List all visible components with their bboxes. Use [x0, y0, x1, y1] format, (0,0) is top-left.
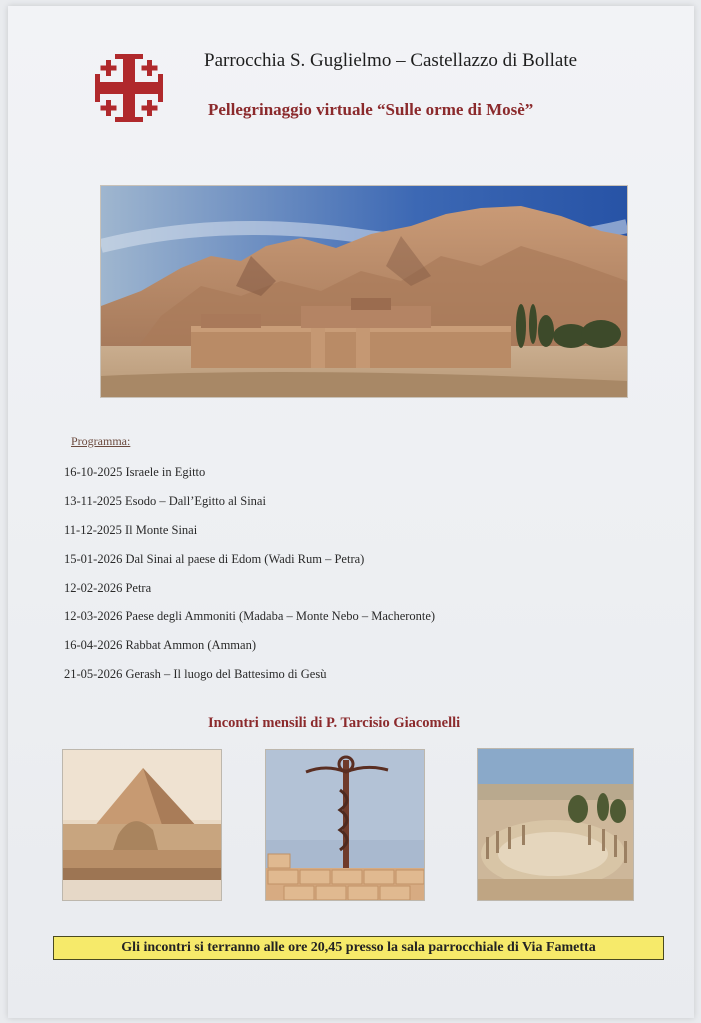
program-item: 13-11-2025 Esodo – Dall’Egitto al Sinai — [64, 493, 266, 508]
jerash-ruins-image — [477, 748, 634, 901]
program-item: 21-05-2026 Gerash – Il luogo del Battesimo di Gesù — [64, 667, 327, 682]
hero-monastery-image — [100, 185, 628, 398]
program-item: 11-12-2025 Il Monte Sinai — [64, 522, 198, 537]
serpent-staff-image — [265, 749, 425, 901]
pyramid-sphinx-image — [62, 749, 222, 901]
program-item: 16-10-2025 Israele in Egitto — [64, 465, 206, 479]
program-item: 15-01-2026 Dal Sinai al paese di Edom (Wadi Rum – Petra) — [64, 551, 365, 566]
program-item: 16-04-2026 Rabbat Ammon (Amman) — [64, 638, 256, 653]
program-item: 12-03-2026 Paese degli Ammoniti (Madaba – Monte Nebo – Macheronte) — [64, 609, 436, 624]
program-heading: Programma: — [71, 434, 131, 448]
pilgrimage-title: Pellegrinaggio virtuale “Sulle orme di Mosè” — [208, 100, 534, 119]
parish-name: Parrocchia S. Guglielmo – Castellazzo di Bollate — [204, 50, 578, 71]
meetings-heading: Incontri mensili di P. Tarcisio Giacomelli — [208, 715, 461, 731]
program-list — [64, 465, 435, 696]
program-item: 12-02-2026 Petra — [64, 580, 152, 595]
jerusalem-cross-icon — [91, 50, 167, 126]
flyer-page — [8, 6, 694, 1018]
meeting-notice: Gli incontri si terranno alle ore 20,45 presso la sala parrocchiale di Via Fametta — [53, 936, 664, 960]
